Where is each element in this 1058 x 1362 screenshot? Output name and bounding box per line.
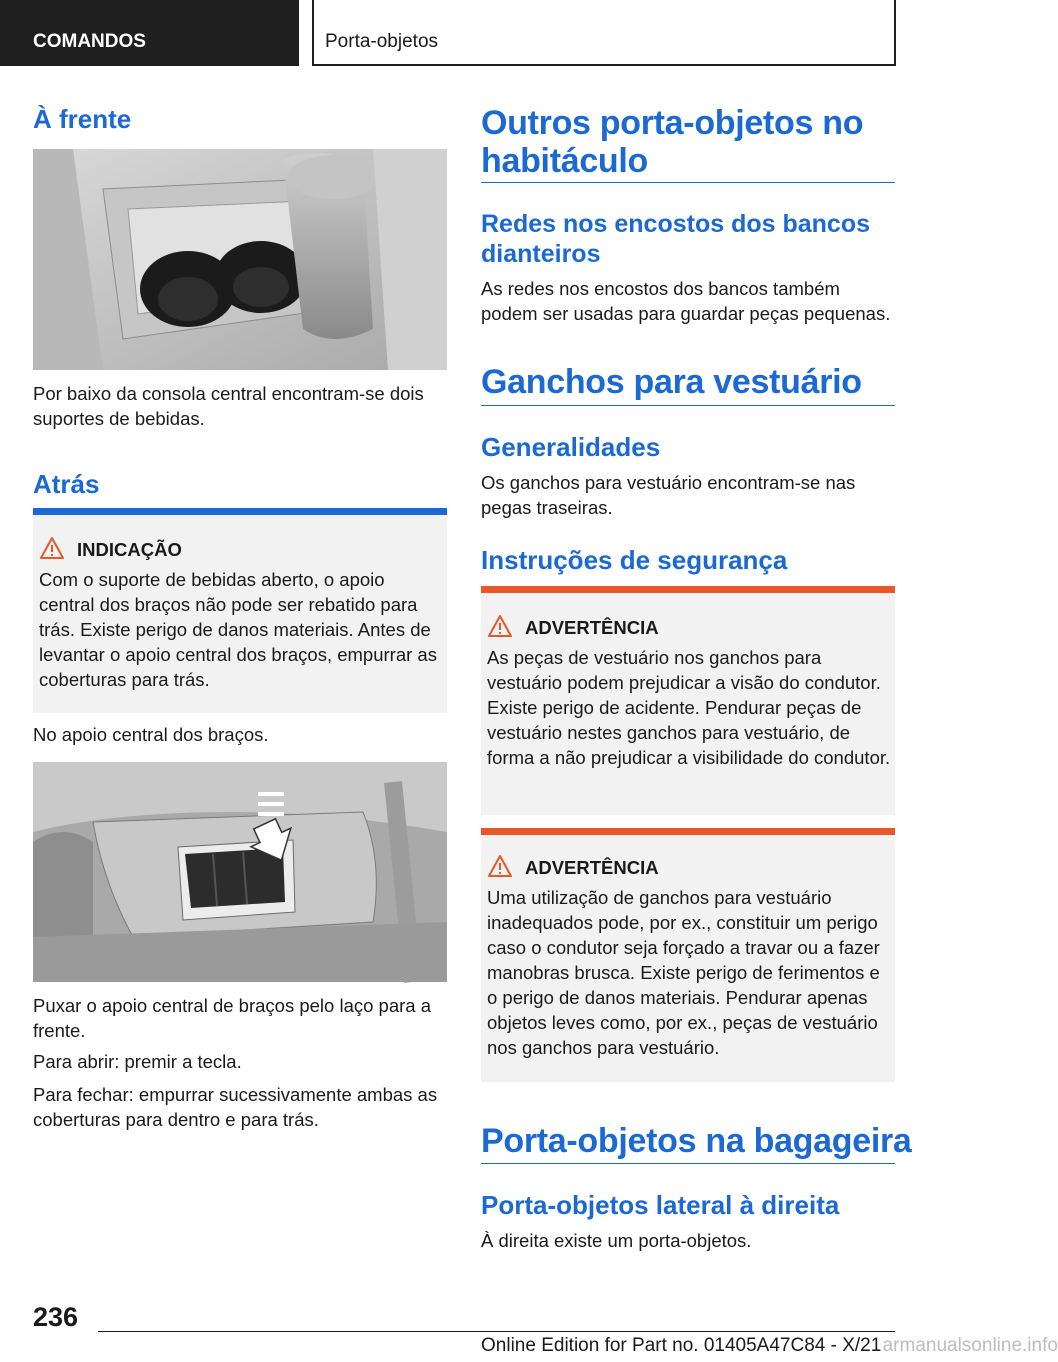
warning-triangle-icon (487, 854, 513, 878)
warning-triangle-icon (487, 614, 513, 638)
footer-rule (98, 1331, 895, 1332)
generalidades-text: Os ganchos para vestuário encontram-se nas pegas traseiras. (481, 472, 856, 518)
warning-title-2: ADVERTÊNCIA (525, 857, 659, 878)
armrest-label: No apoio central dos braços. (33, 724, 269, 745)
header-section-label: COMANDOS (33, 31, 146, 52)
warning-text-1: As peças de vestuário nos ganchos para vestuário podem prejudicar a visão do condutor. Existe perigo de acidente. Pendurar peças de vestuário nestes ganchos para vestuário, de forma a não prejudicar a visibilidade do condutor. (487, 647, 891, 768)
lateral-text: À direita existe um porta-objetos. (481, 1230, 752, 1251)
front-text: Por baixo da consola central encontram-se dois suportes de bebidas. (33, 383, 424, 429)
warning-bar-1 (481, 586, 895, 593)
heading-bagageira: Porta-objetos na bagageira (481, 1122, 912, 1160)
warning-title-1: ADVERTÊNCIA (525, 617, 659, 638)
notice-text: Com o suporte de bebidas aberto, o apoio central dos braços não pode ser rebatido para trás. Existe perigo de danos materiais. Antes de levantar o apoio central dos braços, empurrar as coberturas para trás. (39, 569, 437, 690)
heading-outros: Outros porta-objetos no habitáculo (481, 104, 864, 180)
footer-edition (481, 1335, 1058, 1357)
warning-bar-2 (481, 828, 895, 835)
header-section-tab (0, 0, 299, 66)
heading-redes: Redes nos encostos dos bancos dianteiros (481, 210, 870, 268)
armrest-text-3: Para fechar: empurrar sucessivamente ambas as coberturas para dentro e para trás. (33, 1084, 438, 1130)
rule-ganchos (481, 405, 895, 406)
heading-lateral: Porta-objetos lateral à direita (481, 1190, 840, 1220)
warning-box-1 (481, 586, 895, 815)
heading-front: À frente (33, 104, 132, 134)
footer-watermark: armanualsonline.info (882, 1335, 1058, 1356)
notice-box (33, 508, 447, 713)
rule-bagageira (481, 1163, 895, 1164)
warning-triangle-icon (39, 536, 65, 560)
header-chapter-tab (312, 0, 896, 66)
heading-generalidades: Generalidades (481, 432, 661, 462)
notice-title: INDICAÇÃO (77, 539, 182, 560)
armrest-text-2: Para abrir: premir a tecla. (33, 1051, 242, 1072)
heading-ganchos: Ganchos para vestuário (481, 363, 862, 401)
warning-box-2 (481, 828, 895, 1082)
armrest-text-1: Puxar o apoio central de braços pelo laço para a frente. (33, 995, 432, 1041)
cupholder-photo (33, 149, 447, 370)
page-number: 236 (33, 1302, 79, 1332)
header-chapter-label: Porta-objetos (325, 31, 439, 52)
rule-outros (481, 182, 895, 183)
footer-edition-text: Online Edition for Part no. 01405A47C84 - X/21 (481, 1335, 882, 1356)
heading-instrucoes: Instruções de segurança (481, 545, 788, 575)
notice-bar (33, 508, 447, 515)
redes-text: As redes nos encostos dos bancos também podem ser usadas para guardar peças pequenas. (481, 278, 891, 324)
heading-rear: Atrás (33, 469, 100, 499)
armrest-photo (33, 762, 447, 982)
warning-text-2: Uma utilização de ganchos para vestuário inadequados pode, por ex., constituir um perigo caso o condutor seja forçado a travar ou a fazer manobras brusca. Existe perigo de ferimentos e o perigo de danos materiais. Pendurar apenas objetos leves como, por ex., peças de vestuário nos ganchos para vestuário. (487, 887, 880, 1058)
